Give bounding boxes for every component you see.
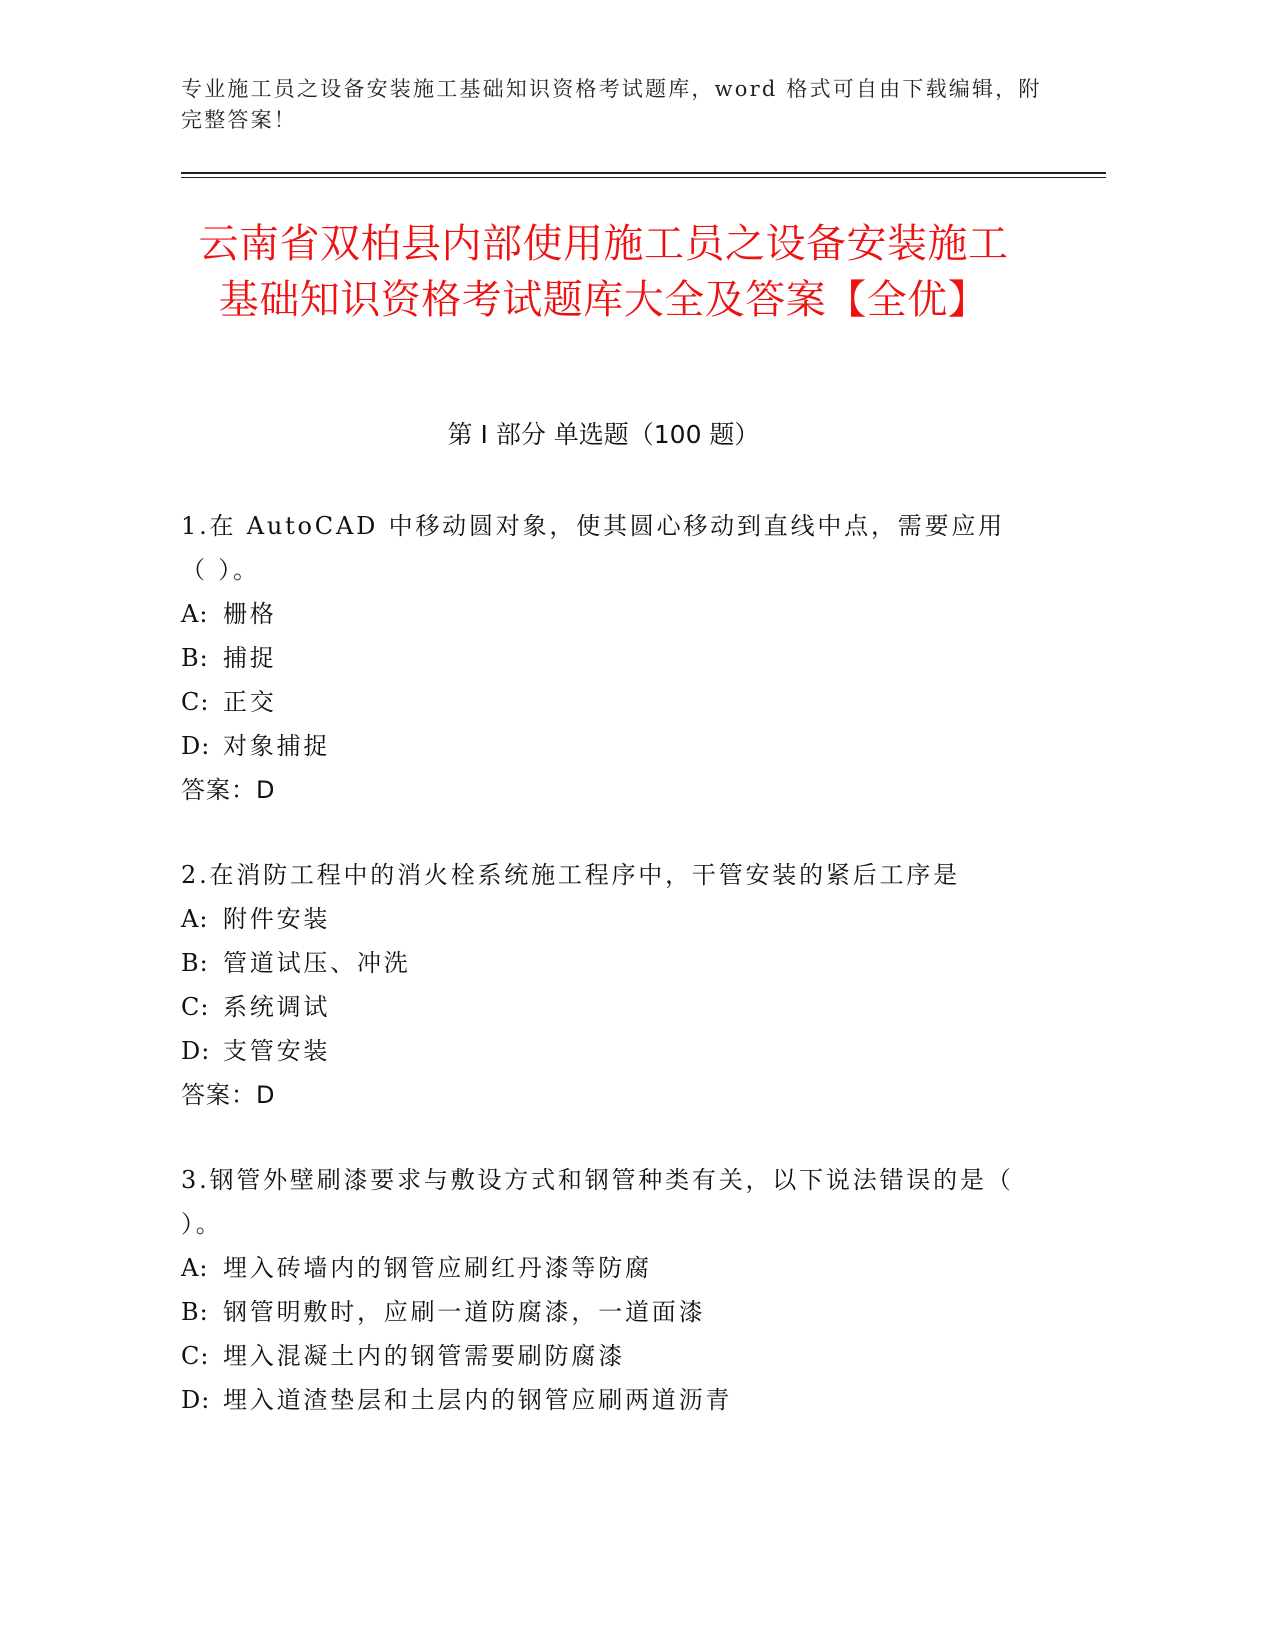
answer-line: 答案：D xyxy=(181,776,276,804)
option-letter: D: xyxy=(181,1386,211,1414)
option-c xyxy=(181,1334,1026,1378)
header-note: 专业施工员之设备安装施工基础知识资格考试题库，word 格式可自由下载编辑，附完整答案！ xyxy=(181,77,1042,132)
option-c xyxy=(181,985,1026,1029)
option-text: 附件安装 xyxy=(223,905,331,933)
option-text: 埋入混凝土内的钢管需要刷防腐漆 xyxy=(223,1342,625,1370)
document-title: 云南省双柏县内部使用施工员之设备安装施工基础知识资格考试题库大全及答案【全优】 xyxy=(198,221,1009,323)
option-b xyxy=(181,636,1026,680)
option-letter: C: xyxy=(181,1342,210,1370)
question-2 xyxy=(181,853,1026,1117)
option-letter: A: xyxy=(181,1254,209,1282)
option-letter: C: xyxy=(181,993,210,1021)
option-letter: A: xyxy=(181,905,209,933)
option-a xyxy=(181,897,1026,941)
question-stem: 3.钢管外壁刷漆要求与敷设方式和钢管种类有关，以下说法错误的是（ ）。 xyxy=(181,1166,1014,1238)
section-heading: 第 I 部分 单选题（100 题） xyxy=(447,420,760,449)
option-text: 管道试压、冲洗 xyxy=(223,949,411,977)
option-letter: A: xyxy=(181,600,209,628)
header-divider-thick xyxy=(181,172,1106,174)
option-letter: B: xyxy=(181,1298,209,1326)
option-c xyxy=(181,680,1026,724)
option-text: 对象捕捉 xyxy=(223,732,331,760)
question-stem: 2.在消防工程中的消火栓系统施工程序中，干管安装的紧后工序是 xyxy=(181,861,960,889)
option-letter: C: xyxy=(181,688,210,716)
option-letter: D: xyxy=(181,732,211,760)
option-letter: D: xyxy=(181,1037,211,1065)
option-a xyxy=(181,1246,1026,1290)
option-d xyxy=(181,724,1026,768)
option-a xyxy=(181,592,1026,636)
option-text: 捕捉 xyxy=(223,644,277,672)
answer-line: 答案：D xyxy=(181,1081,276,1109)
question-stem: 1.在 AutoCAD 中移动圆对象，使其圆心移动到直线中点，需要应用（ ）。 xyxy=(181,512,1005,584)
option-text: 支管安装 xyxy=(223,1037,331,1065)
option-text: 埋入砖墙内的钢管应刷红丹漆等防腐 xyxy=(223,1254,652,1282)
option-text: 系统调试 xyxy=(223,993,331,1021)
question-1 xyxy=(181,504,1026,812)
option-text: 正交 xyxy=(223,688,277,716)
header-divider-thin xyxy=(181,177,1106,178)
option-letter: B: xyxy=(181,644,209,672)
question-3 xyxy=(181,1158,1026,1422)
option-b xyxy=(181,941,1026,985)
option-b xyxy=(181,1290,1026,1334)
option-text: 钢管明敷时，应刷一道防腐漆，一道面漆 xyxy=(223,1298,706,1326)
option-text: 栅格 xyxy=(223,600,277,628)
option-d xyxy=(181,1029,1026,1073)
option-d xyxy=(181,1378,1026,1422)
option-letter: B: xyxy=(181,949,209,977)
option-text: 埋入道渣垫层和土层内的钢管应刷两道沥青 xyxy=(223,1386,733,1414)
